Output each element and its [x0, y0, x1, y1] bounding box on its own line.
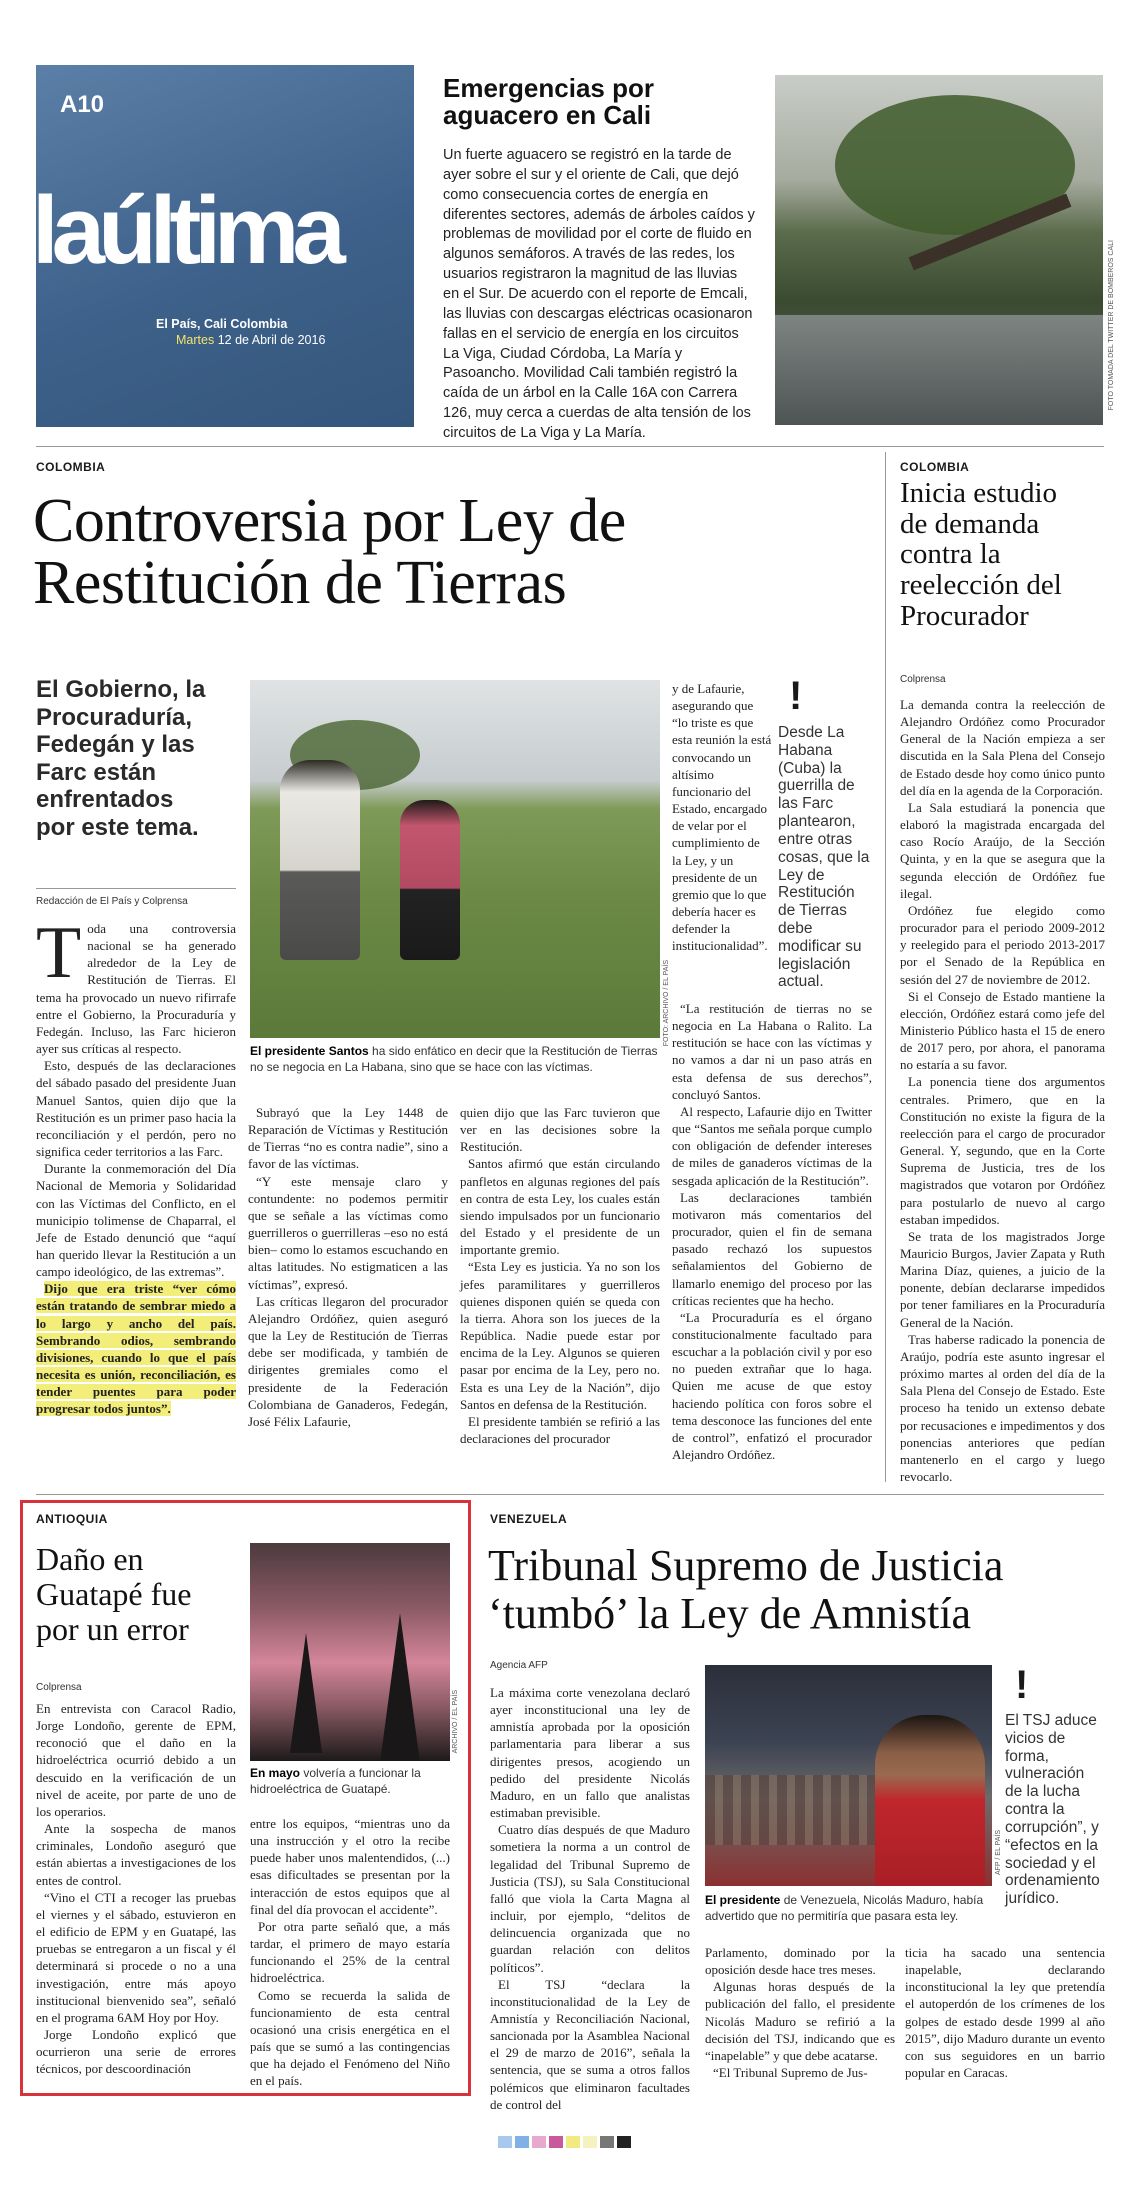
side-p2: La Sala estudiará la ponencia que elaboró la magistrada encargada del caso Rocío Araújo, de la Sección Quinta, y en la que se asegura que la segunda elección de Ordóñez fue ilegal. — [900, 799, 1105, 901]
ant-p7: Como se recuerda la salida de funcionamiento de esta central ocasionó una crisis energética en el país que se sumó a las contingencias que ha dejado el Fenómeno del Niño en el país. — [250, 1987, 450, 2089]
top-title-line1: Emergencias por — [443, 73, 654, 103]
ant-section-label: ANTIOQUIA — [36, 1512, 108, 1526]
pub-line: El País, Cali Colombia — [156, 317, 288, 331]
ven-headline-line2: ‘tumbó’ la Ley de Amnistía — [488, 1588, 972, 1638]
santos-photo — [250, 680, 660, 1038]
main-col3-p4: El presidente también se refirió a las declaraciones del procurador — [460, 1413, 660, 1446]
swatch-yellow-light — [583, 2136, 597, 2148]
ven-section-label: VENEZUELA — [490, 1512, 568, 1526]
side-headline — [900, 478, 1062, 632]
ant-p5: entre los equipos, “mientras uno da una instrucción y el otro la recibe puede haber unos malentendidos, (...) esas dificultades se presentan por la interacción de estos equipos que al final del día provocan el accidente”. — [250, 1816, 450, 1917]
ven-p5: Algunas horas después de la publicación del fallo, el presidente Nicolás Maduro se refirió a la decisión del TSJ, indicando que es “inapelable” y que debe acatarse. — [705, 1979, 895, 2063]
ant-caption — [250, 1766, 450, 1797]
woman-figure — [400, 800, 460, 960]
main-col3-p1: quien dijo que las Farc tuvieron que ver en las decisiones sobre la Restitución. — [460, 1105, 660, 1155]
main-headline-line1: Controversia por Ley de — [33, 487, 626, 555]
main-col2-p2: “Y este mensaje claro y contundente: no podemos permitir que se señale a las víctimas como guerrilleros o guerrilleras –eso no está bien– como lo estamos escuchando en altas latitudes. No estigmaticen a las víctimas”, expresó. — [248, 1173, 448, 1292]
side-p6: Se trata de los magistrados Jorge Mauricio Burgos, Javier Zapata y Ruth Marina Díaz, quienes, a juicio de la ponente, debían declararse impedidos por tener familiares en la Procuraduría General de la Nación. — [900, 1228, 1105, 1330]
subhead-line4: Farc están — [36, 758, 157, 786]
swatch-magenta — [549, 2136, 563, 2148]
divider-top — [36, 446, 1104, 447]
santos-caption — [250, 1044, 660, 1075]
ven-col2 — [705, 1944, 895, 2081]
ven-pull-quote: El TSJ aduce vicios de forma, vulneración de la lucha contra la corrupción”, y “efectos en la sociedad y el ordenamiento jurídico. — [1005, 1712, 1100, 1908]
ant-p6: Por otra parte señaló que, a más tardar, el primero de mayo estaría funcionando el 25% de la central hidroeléctrica. — [250, 1918, 450, 1986]
storm-photo — [775, 75, 1103, 425]
main-pull-quote: Desde La Habana (Cuba) la guerrilla de las Farc plantearon, entre otras cosas, que la Ley de Restitución de Tierras debe modificar su legislación actual. — [778, 724, 870, 991]
ven-p6: “El Tribunal Supremo de Jus- — [713, 2065, 868, 2081]
main-byline: Redacción de El País y Colprensa — [36, 896, 188, 907]
side-p1: La demanda contra la reelección de Alejandro Ordóñez como Procurador General de la Nación empieza a ser discutida en la Sala Plena del Consejo de Estado desde hoy como único punto del día en la agenda de la Corporación. — [900, 697, 1105, 798]
ant-headline-line1: Daño en — [36, 1541, 144, 1577]
santos-caption-lead: El presidente Santos — [250, 1044, 369, 1058]
ven-caption-lead: El presidente — [705, 1893, 781, 1907]
main-pull-mark: ! — [789, 674, 803, 718]
subhead-line6: por este tema. — [36, 813, 199, 841]
maduro-figure — [875, 1715, 985, 1886]
santos-photo-credit: FOTO: ARCHIVO / EL PAÍS — [663, 960, 670, 1047]
water-reflection — [775, 315, 1103, 425]
masthead-box — [32, 65, 414, 427]
main-headline-line2: Restitución de Tierras — [33, 549, 567, 617]
side-p7: Tras haberse radicado la ponencia de Araújo, podría este asunto ingresar el próximo martes al orden del día de la Sala Plena del Consejo de Estado. Este proceso ha tenido un extenso debate por recusaciones e impedimentos y dos ponencias anteriores que pedían mantenerlo en el cargo y luego revocarlo. — [900, 1331, 1105, 1485]
pub-date-day: Martes — [176, 333, 215, 347]
pylons-photo — [250, 1543, 450, 1761]
main-col3-p3: “Esta Ley es justicia. Ya no son los jefes paramilitares y guerrilleros quienes disponen quién se queda con la tierra. Ahora son los jueces de la República. Nadie puede estar por encima de la Ley. Algunos se quieren pasar por encima de la Ley, pero no. Esta es una Ley de la Nación”, dijo Santos en defensa de la Restitución. — [460, 1259, 660, 1412]
side-section-label: COLOMBIA — [900, 460, 970, 474]
main-col4-p4: “La Procuraduría es el órgano constitucionalmente facultado para escuchar a la población civil y por eso no pueden extrañar que lo haga. Quien me acuse de que estoy haciendo política con foros sobre el tema desconoce las funciones del ente de control”, enfatizó el procurador Alejandro Ordóñez. — [672, 1309, 872, 1463]
drop-cap: T — [36, 912, 82, 994]
side-headline-line3: contra la — [900, 538, 1001, 571]
ven-caption — [705, 1893, 997, 1924]
top-story-title — [443, 75, 654, 128]
ant-col1 — [36, 1700, 236, 2077]
pub-date — [176, 333, 325, 347]
pylon-right — [380, 1613, 420, 1761]
main-col4-p1: “La restitución de tierras no se negocia en La Habana o Ralito. La restitución se hace con las víctimas y no vamos a dar ni un paso atrás en esta defensa de sus derechos”, concluyó Santos. — [672, 1001, 872, 1102]
main-col1-p2: Esto, después de las declaraciones del sábado pasado del presidente Juan Manuel Santos, quien dijo que la Restitución es un primer paso hacia la reconciliación y el perdón, pero no significa ceder territorios a las Farc. — [36, 1058, 236, 1160]
main-col4-p2: Al respecto, Lafaurie dijo en Twitter que “Santos me señala porque cumplo con obligación de defender intereses de miles de ganaderos víctimas de la sesgada aplicación de la Restitución”. — [672, 1103, 872, 1188]
ven-byline: Agencia AFP — [490, 1660, 548, 1671]
main-col1-p4 — [36, 1280, 236, 1417]
main-col1 — [36, 912, 236, 1418]
brand-logo: laúltima — [32, 177, 339, 284]
side-headline-line2: de demanda — [900, 507, 1040, 540]
ant-p3: “Vino el CTI a recoger las pruebas el viernes y el sábado, estuvieron en el edificio de EPM y en Guatapé, las pruebas se entregaron a un fiscal y él determinará si procede o no a una investigación, entre más apoyo institucional bienvenido sea”, señaló en el programa 6AM Hoy por Hoy. — [36, 1889, 236, 2025]
subhead-line1: El Gobierno, la — [36, 676, 206, 703]
ant-headline-line2: Guatapé fue — [36, 1576, 192, 1613]
santos-caption-text: ha sido enfático en decir que la Restitución de Tierras no se negocia en La Habana, sino que se hace con las víctimas. — [250, 1044, 658, 1074]
pylon-left — [290, 1633, 322, 1753]
highlighted-quote: Dijo que era triste “ver cómo están tratando de sembrar miedo a lo largo y ancho del país. Sembrando odios, sembrando divisiones, cuando lo que el país necesita es unión, reconciliación, es tender puentes para poder progresar todos juntos”. — [36, 1281, 236, 1417]
ven-photo-credit: AFP / EL PAÍS — [995, 1830, 1002, 1876]
side-byline: Colprensa — [900, 674, 946, 685]
swatch-yellow — [566, 2136, 580, 2148]
swatch-gray — [600, 2136, 614, 2148]
side-headline-line1: Inicia estudio — [900, 477, 1058, 509]
ant-p2: Ante la sospecha de manos criminales, Londoño aseguró que están abiertas a investigaciones de los entes de control. — [36, 1821, 236, 1888]
side-headline-line5: Procurador — [900, 599, 1029, 632]
main-col3 — [460, 1104, 660, 1447]
ven-p2: Cuatro días después de que Maduro sometiera la norma a un control de legalidad del Tribunal Supremo de Justicia (TSJ), su Sala Constitucional falló que viola la Carta Magna al incluir, por ejemplo, “delitos de delincuencia organizada que no guardan relación con delitos políticos”. — [490, 1822, 690, 1975]
ven-pull-mark: ! — [1015, 1663, 1029, 1707]
subhead-line5: enfrentados — [36, 786, 174, 814]
divider-bottom — [36, 1494, 1104, 1495]
main-headline — [33, 487, 626, 617]
main-intro: oda una controversia nacional se ha generado alrededor de la Ley de Restitución de Tierras. El tema ha provocado un nuevo rifirrafe entre el Gobierno, la Procuraduría y Fedegán. Incluso, las Farc hicieron ayer sus críticas al respecto. — [36, 921, 236, 1057]
top-title-line2: aguacero en Cali — [443, 99, 652, 130]
main-narrow-col: y de Lafaurie, asegurando que “lo triste es que esta reunión la está convocando un altísimo funcionario del Estado, encargado de velar por el cumplimiento de la Ley, y un presidente de un gremio que lo que debería hacer es defender la institucionalidad”. — [672, 681, 772, 954]
swatch-cyan-light — [498, 2136, 512, 2148]
man-figure — [280, 760, 360, 960]
ant-caption-lead: En mayo — [250, 1766, 301, 1780]
ven-headline — [488, 1542, 1003, 1637]
swatch-cyan — [515, 2136, 529, 2148]
ven-col3 — [905, 1944, 1105, 2081]
ant-caption-text: volvería a funcionar la hidroeléctrica de Guatapé. — [250, 1766, 421, 1796]
main-subhead — [36, 676, 205, 842]
pub-date-rest: 12 de Abril de 2016 — [217, 333, 326, 347]
subhead-line3: Fedegán y las — [36, 731, 195, 759]
main-col4-p3: Las declaraciones también motivaron más comentarios del procurador, quien el fin de semana pasado rechazó los supuestos señalamientos del Gobierno de llamarlo enemigo del proceso por las críticas recientes que ha hecho. — [672, 1189, 872, 1308]
side-headline-line4: reelección del — [900, 569, 1062, 602]
main-section-label: COLOMBIA — [36, 460, 106, 474]
ven-p4: Parlamento, dominado por la oposición desde hace tres meses. — [705, 1945, 895, 1978]
side-p5: La ponencia tiene dos argumentos centrales. Primero, que en la Constitución no existe la figura de la reelección para el cargo de procurador General. Y, segundo, que en la Corte Suprema de Justicia, tres de los magistrados que votaron por Ordóñez para postularlo de nuevo al cargo estaban impedidos. — [900, 1074, 1105, 1227]
ant-p1: En entrevista con Caracol Radio, Jorge Londoño, gerente de EPM, reconoció que el daño en la hidroeléctrica ocurrió debido a un descuido en la verificación de un nivel de aceite, por parte de uno de los operarios. — [36, 1701, 236, 1819]
page-number: A10 — [60, 91, 105, 118]
ant-p4: Jorge Londoño explicó que ocurrieron una serie de errores técnicos, por descoordinación — [36, 2026, 236, 2077]
top-photo-credit: FOTO TOMADA DEL TWITTER DE BOMBEROS CALI — [1108, 240, 1115, 411]
top-story-body: Un fuerte aguacero se registró en la tarde de ayer sobre el sur y el oriente de Cali, que dejó como consecuencia cortes de energía en diferentes sectores, además de árboles caídos y problemas de movilidad por el corte de fluido en algunos semáforos. A través de las redes, los usuarios registraron la magnitud de las lluvias en el Sur. De acuerdo con el reporte de Emcali, las lluvias con descargas eléctricas ocasionaron fallas en el servicio de energía en los circuitos La Viga, Ciudad Córdoba, La María y Pasoancho. Movilidad Cali también registró la caída de un árbol en la Calle 16A con Carrera 126, muy cerca a cuerdas de alta tensión de los circuitos de La Viga y La María. — [443, 147, 755, 442]
main-col4 — [672, 1000, 872, 1463]
swatch-black — [617, 2136, 631, 2148]
ven-p1: La máxima corte venezolana declaró ayer inconstitucional una ley de amnistía aprobada por la oposición parlamentaria para liberar a sus dirigentes presos, acogiendo un pedido del presidente Nicolás Maduro, en un fallo que analistas estimaban previsible. — [490, 1685, 690, 1821]
ven-p3: El TSJ “declara la inconstitucionalidad de la Ley de Amnistía y Reconciliación Nacional, sancionada por la Asamblea Nacional el 29 de marzo de 2016”, señala la sentencia, que se suma a otros fallos polémicos que eliminaron facultades de control del — [490, 1976, 690, 2112]
ant-col2 — [250, 1815, 450, 2090]
ven-headline-line1: Tribunal Supremo de Justicia — [488, 1541, 1004, 1590]
column-divider — [885, 452, 886, 1482]
ven-col1 — [490, 1684, 690, 2113]
side-body — [900, 696, 1105, 1485]
color-registration-bar — [498, 2136, 631, 2148]
main-col2-p3: Las críticas llegaron del procurador Alejandro Ordóñez, quien aseguró que la Ley de Restitución de Tierras debe ser modificada, y también de dirigentes gremiales como el presidente de la Federación Colombiana de Ganaderos, Fedegán, José Félix Lafaurie, — [248, 1293, 448, 1429]
ant-byline: Colprensa — [36, 1682, 82, 1693]
ven-caption-text: de Venezuela, Nicolás Maduro, había advertido que no permitiría que pasara esta ley. — [705, 1893, 984, 1923]
ant-photo-credit: ARCHIVO / EL PAÍS — [452, 1690, 459, 1754]
byline-rule — [36, 888, 236, 889]
side-p4: Si el Consejo de Estado mantiene la elección, Ordóñez estará como jefe del Ministerio Público hasta el 15 de enero de 2017 pero, por ahora, el panorama no estaría a su favor. — [900, 988, 1105, 1073]
maduro-photo — [705, 1665, 992, 1886]
main-col2 — [248, 1104, 448, 1430]
subhead-line2: Procuraduría, — [36, 703, 193, 731]
ant-headline — [36, 1542, 191, 1648]
side-p3: Ordóñez fue elegido como procurador para el periodo 2009-2012 y reelegido para el periodo 2013-2017 por el Senado de la República en sesión del 27 de noviembre de 2012. — [900, 902, 1105, 987]
main-col2-p1: Subrayó que la Ley 1448 de Reparación de Víctimas y Restitución de Tierras “no es contra nadie”, sino a favor de las víctimas. — [248, 1105, 448, 1172]
ant-headline-line3: por un error — [36, 1611, 189, 1648]
main-col3-p2: Santos afirmó que están circulando panfletos en algunas regiones del país en contra de esta Ley, los cuales están siendo impulsados por un funcionario del Estado y el presidente de un importante gremio. — [460, 1156, 660, 1258]
ven-p7: ticia ha sacado una sentencia inapelable, declarando inconstitucional la ley que pretendía el autoperdón de los crímenes de los golpes de estado desde 1999 al año 2015”, dijo Maduro durante un evento con sus seguidores en un barrio popular en Caracas. — [905, 1945, 1105, 2081]
swatch-magenta-light — [532, 2136, 546, 2148]
main-col1-p3: Durante la conmemoración del Día Nacional de Memoria y Solidaridad con las Víctimas del Conflicto, en el municipio tolimense de Chaparral, el Jefe de Estado denunció que “aquí han querido llevar la Restitución a un campo ideológico, de las extremas”. — [36, 1161, 236, 1280]
